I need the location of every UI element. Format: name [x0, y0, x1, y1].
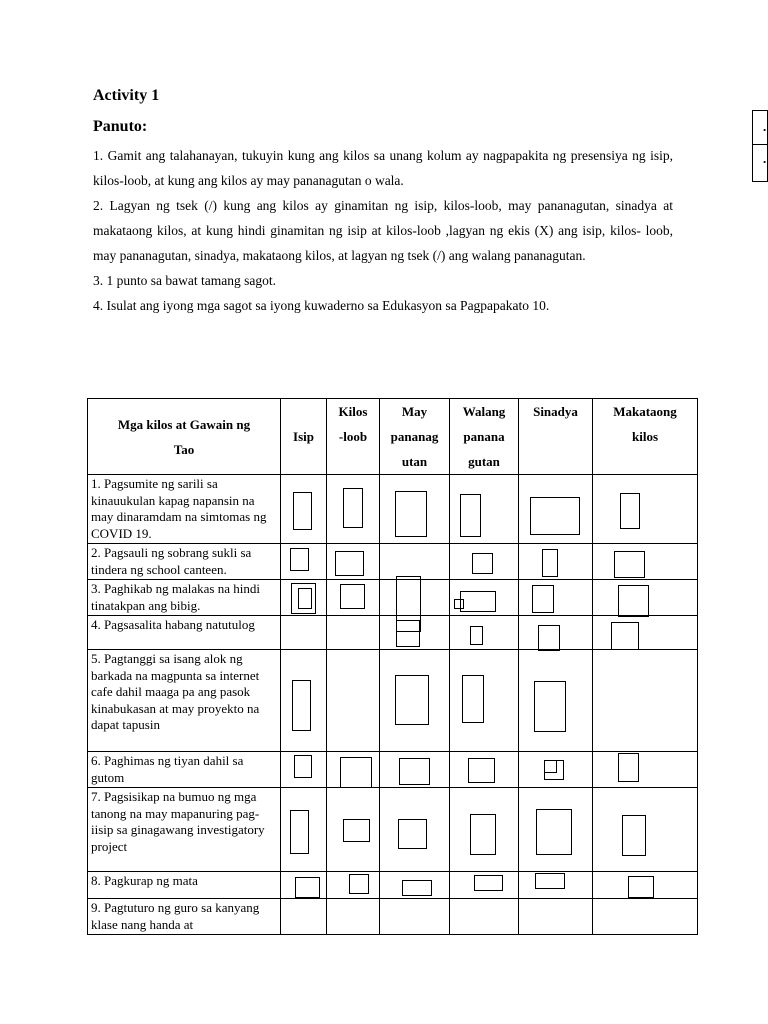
- header-row: [88, 399, 698, 475]
- table-row: [88, 616, 698, 650]
- answer-cell[interactable]: [593, 616, 698, 650]
- header-isip: [281, 399, 327, 475]
- answer-cell[interactable]: [327, 899, 380, 935]
- answer-cell[interactable]: [519, 872, 593, 899]
- answer-box[interactable]: [343, 819, 370, 842]
- answer-box[interactable]: [335, 551, 364, 576]
- answer-box[interactable]: [340, 584, 365, 609]
- answer-cell[interactable]: [281, 616, 327, 650]
- answer-box[interactable]: [534, 681, 566, 732]
- header-kilos-loob-line-1: Kilos: [338, 404, 368, 419]
- answer-cell[interactable]: [519, 616, 593, 650]
- answer-box[interactable]: [460, 494, 481, 537]
- header-may-line-2: pananag: [390, 429, 439, 444]
- answer-cell[interactable]: [519, 650, 593, 752]
- header-kilos: [88, 399, 281, 475]
- header-makataong-line-1: Makataong: [613, 404, 677, 419]
- answer-box[interactable]: [535, 873, 565, 889]
- answer-box[interactable]: [530, 497, 580, 535]
- answer-box[interactable]: [472, 553, 493, 574]
- answer-box[interactable]: [620, 493, 640, 529]
- header-may-line-1: May: [401, 404, 428, 419]
- row-description: 7. Pagsisikap na bumuo ng mga tanong na may mapanuring pag-iisip sa ginagawang investigatory project: [88, 788, 281, 872]
- row-description: 4. Pagsasalita habang natutulog: [88, 616, 281, 650]
- activity-table: [87, 398, 698, 935]
- row-description: 2. Pagsauli ng sobrang sukli sa tindera ng school canteen.: [88, 544, 281, 580]
- answer-box[interactable]: [628, 876, 654, 898]
- header-makataong-kilos: [593, 399, 698, 475]
- edge-mark-top: [752, 110, 768, 146]
- answer-cell[interactable]: [519, 544, 593, 580]
- answer-box[interactable]: [298, 588, 312, 609]
- answer-cell[interactable]: [281, 788, 327, 872]
- answer-box[interactable]: [294, 755, 312, 778]
- answer-cell[interactable]: [281, 872, 327, 899]
- answer-cell[interactable]: [593, 475, 698, 544]
- answer-box[interactable]: [611, 622, 639, 650]
- answer-box[interactable]: [399, 758, 430, 785]
- answer-box[interactable]: [460, 591, 496, 612]
- answer-cell[interactable]: [327, 544, 380, 580]
- answer-cell[interactable]: [593, 899, 698, 935]
- answer-box[interactable]: [544, 760, 557, 773]
- answer-box[interactable]: [290, 548, 309, 571]
- answer-box[interactable]: [349, 874, 369, 894]
- header-isip-line-1: Isip: [293, 429, 314, 444]
- answer-cell[interactable]: [593, 580, 698, 616]
- answer-cell[interactable]: [380, 872, 450, 899]
- answer-box[interactable]: [396, 620, 420, 647]
- answer-cell[interactable]: [519, 788, 593, 872]
- answer-cell[interactable]: [450, 788, 519, 872]
- table-row: [88, 899, 698, 935]
- answer-cell[interactable]: [380, 650, 450, 752]
- answer-box[interactable]: [340, 757, 372, 788]
- table-row: [88, 650, 698, 752]
- row-description: 6. Paghimas ng tiyan dahil sa gutom: [88, 752, 281, 788]
- answer-cell[interactable]: [450, 580, 519, 616]
- instructions-heading: Panuto:: [93, 118, 148, 135]
- answer-cell[interactable]: [450, 899, 519, 935]
- header-walang-pananagutan: [450, 399, 519, 475]
- answer-cell[interactable]: [281, 544, 327, 580]
- answer-cell[interactable]: [593, 788, 698, 872]
- table-row: [88, 788, 698, 872]
- answer-cell[interactable]: [519, 475, 593, 544]
- answer-box[interactable]: [470, 626, 483, 645]
- header-kilos-loob: [327, 399, 380, 475]
- answer-cell[interactable]: [380, 580, 450, 616]
- answer-box[interactable]: [536, 809, 572, 855]
- answer-box[interactable]: [532, 585, 554, 613]
- row-description: 5. Pagtanggi sa isang alok ng barkada na magpunta sa internet cafe dahil maaga pa ang pasok kinabukasan at may proyekto na dapat tapusin: [88, 650, 281, 752]
- answer-box[interactable]: [454, 599, 464, 609]
- answer-box[interactable]: [538, 625, 560, 651]
- answer-box[interactable]: [542, 549, 558, 577]
- answer-cell[interactable]: [519, 752, 593, 788]
- instruction-4: 4. Isulat ang iyong mga sagot sa iyong kuwaderno sa Edukasyon sa Pagpapakato 10.: [93, 298, 550, 313]
- answer-box[interactable]: [402, 880, 432, 896]
- row-description: 1. Pagsumite ng sarili sa kinauukulan kapag napansin na may dinaramdam na simtomas ng COVID 19.: [88, 475, 281, 544]
- answer-cell[interactable]: [380, 752, 450, 788]
- instruction-2: 2. Lagyan ng tsek (/) kung ang kilos ay ginamitan ng isip, kilos-loob, may pananagutan, sinadya at makataong kilos, at kung hindi ginamitan ng isip at kilos-loob ,lagyan ng ekis (X) ang isip, kilos- loob, may pananagutan, sinadya, makataong kilos, at lagyan ng tsek (/) ang walang pananagutan.: [93, 198, 673, 263]
- answer-box[interactable]: [622, 815, 646, 856]
- answer-cell[interactable]: [281, 580, 327, 616]
- table-row: [88, 580, 698, 616]
- answer-cell[interactable]: [593, 752, 698, 788]
- row-description: 9. Pagtuturo ng guro sa kanyang klase nang handa at: [88, 899, 281, 935]
- header-kilos-line-2: Tao: [173, 441, 195, 457]
- answer-box[interactable]: [343, 488, 363, 528]
- answer-cell[interactable]: [380, 544, 450, 580]
- answer-box[interactable]: [618, 585, 649, 617]
- edge-mark-bottom: [752, 144, 768, 182]
- row-description: 8. Pagkurap ng mata: [88, 872, 281, 899]
- answer-box[interactable]: [398, 819, 427, 849]
- answer-cell[interactable]: [281, 650, 327, 752]
- answer-cell[interactable]: [593, 650, 698, 752]
- answer-cell[interactable]: [327, 580, 380, 616]
- edge-mark-top-text: .: [763, 119, 767, 134]
- row-description: 3. Paghikab ng malakas na hindi tinatakpan ang bibig.: [88, 580, 281, 616]
- answer-box[interactable]: [295, 877, 320, 898]
- answer-cell[interactable]: [281, 899, 327, 935]
- table-row: [88, 872, 698, 899]
- answer-cell[interactable]: [281, 475, 327, 544]
- header-walang-line-3: gutan: [468, 454, 500, 469]
- header-makataong-line-2: kilos: [631, 429, 658, 444]
- answer-cell[interactable]: [450, 544, 519, 580]
- answer-cell[interactable]: [450, 650, 519, 752]
- answer-box[interactable]: [293, 492, 312, 530]
- answer-cell[interactable]: [519, 899, 593, 935]
- answer-cell[interactable]: [593, 544, 698, 580]
- header-kilos-loob-line-2: -loob: [338, 429, 368, 444]
- answer-cell[interactable]: [327, 475, 380, 544]
- answer-box[interactable]: [395, 491, 427, 537]
- answer-cell[interactable]: [327, 616, 380, 650]
- answer-cell[interactable]: [327, 752, 380, 788]
- answer-box[interactable]: [618, 753, 639, 782]
- answer-box[interactable]: [462, 675, 484, 723]
- header-kilos-line-1: Mga kilos at Gawain ng: [117, 416, 251, 432]
- answer-cell[interactable]: [450, 475, 519, 544]
- answer-box[interactable]: [614, 551, 645, 578]
- answer-cell[interactable]: [327, 872, 380, 899]
- answer-cell[interactable]: [380, 788, 450, 872]
- answer-cell[interactable]: [519, 580, 593, 616]
- answer-cell[interactable]: [450, 616, 519, 650]
- instruction-1: 1. Gamit ang talahanayan, tukuyin kung ang kilos sa unang kolum ay nagpapakita ng presensiya ng isip, kilos-loob, at kung ang kilos ay may pananagutan o wala.: [93, 148, 673, 188]
- answer-box[interactable]: [470, 814, 496, 855]
- table-row: [88, 475, 698, 544]
- answer-box[interactable]: [290, 810, 309, 854]
- header-may-pananagutan: [380, 399, 450, 475]
- answer-cell[interactable]: [380, 475, 450, 544]
- answer-cell[interactable]: [281, 752, 327, 788]
- answer-box[interactable]: [474, 875, 503, 891]
- answer-cell[interactable]: [327, 650, 380, 752]
- answer-cell[interactable]: [327, 788, 380, 872]
- edge-mark-bottom-text: .: [763, 151, 767, 166]
- answer-box[interactable]: [395, 675, 429, 725]
- table-row: [88, 752, 698, 788]
- header-sinadya: [519, 399, 593, 475]
- header-may-line-3: utan: [401, 454, 428, 469]
- answer-cell[interactable]: [593, 872, 698, 899]
- table-row: [88, 544, 698, 580]
- activity-title: Activity 1: [93, 87, 160, 104]
- answer-box[interactable]: [468, 758, 495, 783]
- answer-cell[interactable]: [450, 872, 519, 899]
- instructions-list: [93, 143, 673, 318]
- answer-box[interactable]: [292, 680, 311, 731]
- header-walang-line-1: Walang: [462, 404, 506, 419]
- answer-cell[interactable]: [380, 616, 450, 650]
- answer-cell[interactable]: [450, 752, 519, 788]
- header-sinadya-line-1: Sinadya: [533, 404, 578, 419]
- answer-cell[interactable]: [380, 899, 450, 935]
- instruction-3: 3. 1 punto sa bawat tamang sagot.: [93, 273, 276, 288]
- header-walang-line-2: panana: [463, 429, 505, 444]
